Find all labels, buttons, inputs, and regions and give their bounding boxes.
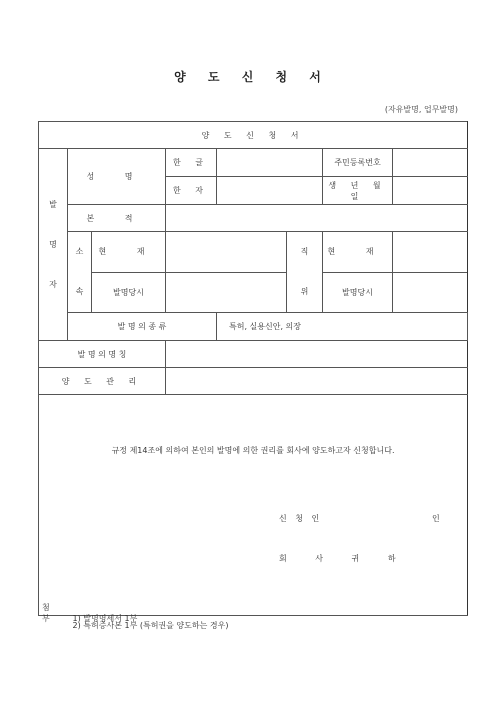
- position-at-invention-label: 발명당시: [323, 272, 393, 313]
- affiliation-current-field[interactable]: [166, 232, 287, 273]
- invention-type-label: 발 명 의 종 류: [68, 313, 217, 341]
- document-title: 양 도 신 청 서: [174, 70, 330, 84]
- inventor-side-char-1: 발: [49, 199, 57, 209]
- inventor-side-label: [39, 149, 68, 341]
- transfer-label: 양 도 관 리: [39, 368, 166, 395]
- inventor-side-char-3: 자: [49, 279, 57, 289]
- position-label: [287, 232, 323, 313]
- hangul-label: 한 글: [166, 149, 217, 177]
- position-current-field[interactable]: [393, 232, 468, 273]
- name-label: 성 명: [68, 149, 166, 205]
- recipient-text: 회 사 귀 하: [279, 554, 409, 563]
- invention-name-label: 발 명 의 명 칭: [39, 341, 166, 368]
- inventor-side-char-2: 명: [49, 239, 57, 249]
- position-current-label: 현 재: [323, 232, 393, 273]
- birth-label: 생 년 월 일: [323, 177, 393, 205]
- affiliation-char-1: 소: [75, 247, 84, 256]
- invention-name-field[interactable]: [166, 341, 468, 368]
- domicile-field[interactable]: [166, 205, 468, 232]
- hanja-name-field[interactable]: [217, 177, 323, 205]
- statement-text: 규정 제14조에 의하여 본인의 발명에 의한 권리를 회사에 양도하고자 신청합니다.: [111, 446, 395, 455]
- hangul-name-field[interactable]: [217, 149, 323, 177]
- rrn-label: 주민등록번호: [323, 149, 393, 177]
- hanja-label: 한 자: [166, 177, 217, 205]
- invention-type-value: 특허, 실용신안, 의장: [217, 313, 468, 341]
- seal-mark: 인: [432, 514, 440, 523]
- affiliation-at-invention-label: 발명당시: [92, 272, 166, 313]
- birth-date-field[interactable]: [393, 177, 468, 205]
- affiliation-at-invention-field[interactable]: [166, 272, 287, 313]
- position-char-1: 직: [300, 247, 309, 256]
- affiliation-current-label: 현 재: [92, 232, 166, 273]
- attachment-item: 1) 발명명세서 1부: [72, 614, 138, 623]
- affiliation-label: [68, 232, 92, 313]
- affiliation-char-2: 속: [75, 287, 84, 296]
- attachment-item: 2) 특허증사본 1부 (특허권을 양도하는 경우): [72, 621, 229, 630]
- position-at-invention-field[interactable]: [393, 272, 468, 313]
- document-subtitle: (자유발명, 업무발명): [384, 105, 458, 114]
- form-header: 양 도 신 청 서: [39, 122, 468, 149]
- transfer-application-form: [38, 121, 468, 616]
- statement-area: [39, 395, 468, 616]
- position-char-2: 위: [300, 287, 309, 296]
- applicant-label: 신 청 인: [279, 514, 323, 523]
- domicile-label: 본 적: [68, 205, 166, 232]
- attachment-label: 첨 부: [42, 603, 55, 623]
- rrn-field[interactable]: [393, 149, 468, 177]
- attachment-line-2: [42, 620, 228, 631]
- transfer-field[interactable]: [166, 368, 468, 395]
